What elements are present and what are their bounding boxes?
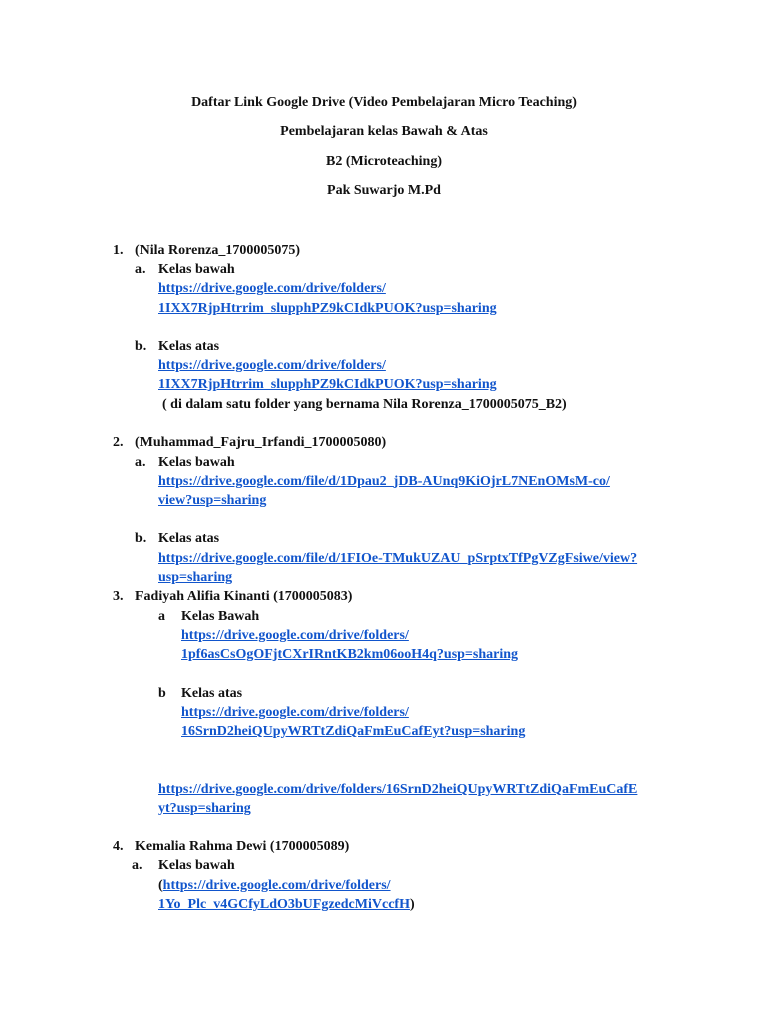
entry-1-item-a-link-line-1[interactable]: https://drive.google.com/drive/folders/ <box>158 281 386 296</box>
entry-4-item-a-link-line-1[interactable]: https://drive.google.com/drive/folders/ <box>162 878 391 893</box>
entry-3-extra-link-line-1[interactable]: https://drive.google.com/drive/folders/16SrnD2heiQUpyWRTtZdiQaFmEuCafE <box>158 782 638 797</box>
entry-1-item-b-link-line-1[interactable]: https://drive.google.com/drive/folders/ <box>158 358 386 373</box>
entry-3-item-b-link-line-2[interactable]: 16SrnD2heiQUpyWRTtZdiQaFmEuCafEyt?usp=sharing <box>181 724 526 739</box>
doc-title-line-2: Pembelajaran kelas Bawah & Atas <box>280 124 488 139</box>
entry-1-item-a-link-line-2[interactable]: 1IXX7RjpHtrrim_slupphPZ9kCIdkPUOK?usp=sharing <box>158 301 497 316</box>
entry-2-item-a-label: Kelas bawah <box>158 455 235 470</box>
entry-3-item-b-label: Kelas atas <box>181 686 243 701</box>
entry-3-item-a-link-line-2[interactable]: 1pf6asCsOgOFjtCXrIRntKB2km06ooH4q?usp=sharing <box>181 647 519 662</box>
entry-2-item-a-link-line-2[interactable]: view?usp=sharing <box>158 493 267 508</box>
entry-4-open-paren: ( <box>158 878 163 893</box>
entry-4-name: Kemalia Rahma Dewi (1700005089) <box>135 839 350 854</box>
entry-3-item-b-marker: b <box>158 686 166 701</box>
entry-3-item-b-link-line-1[interactable]: https://drive.google.com/drive/folders/ <box>181 705 409 720</box>
entry-2-item-b-link-line-2[interactable]: usp=sharing <box>158 570 233 585</box>
entry-4-close-paren: ) <box>409 897 415 912</box>
doc-title-line-4: Pak Suwarjo M.Pd <box>327 183 441 198</box>
entry-1-number: 1. <box>113 243 124 258</box>
entry-2-item-a-link-line-1[interactable]: https://drive.google.com/file/d/1Dpau2_jDB-AUnq9KiOjrL7NEnOMsM-co/ <box>158 474 610 489</box>
entry-3-item-a-label: Kelas Bawah <box>181 609 260 624</box>
entry-1-item-a-label: Kelas bawah <box>158 262 235 277</box>
doc-title-line-1: Daftar Link Google Drive (Video Pembelajaran Micro Teaching) <box>191 95 577 110</box>
entry-1-item-b-link-line-2[interactable]: 1IXX7RjpHtrrim_slupphPZ9kCIdkPUOK?usp=sharing <box>158 377 497 392</box>
entry-3-extra-link-line-2[interactable]: yt?usp=sharing <box>158 801 251 816</box>
entry-1-note: ( di dalam satu folder yang bernama Nila Rorenza_1700005075_B2) <box>162 397 567 412</box>
entry-1-name: (Nila Rorenza_1700005075) <box>135 243 300 258</box>
entry-2-item-a-marker: a. <box>135 455 146 470</box>
entry-4-item-a-marker: a. <box>132 858 143 873</box>
entry-4-number: 4. <box>113 839 124 854</box>
entry-4-item-a-label: Kelas bawah <box>158 858 235 873</box>
doc-title-line-3: B2 (Microteaching) <box>326 154 442 169</box>
entry-1-item-a-marker: a. <box>135 262 146 277</box>
entry-3-number: 3. <box>113 589 124 604</box>
entry-1-item-b-label: Kelas atas <box>158 339 220 354</box>
entry-1-item-b-marker: b. <box>135 339 147 354</box>
entry-2-item-b-marker: b. <box>135 531 147 546</box>
entry-2-number: 2. <box>113 435 124 450</box>
entry-2-item-b-link-line-1[interactable]: https://drive.google.com/file/d/1FIOe-TMukUZAU_pSrptxTfPgVZgFsiwe/view? <box>158 551 638 566</box>
entry-4-item-a-link-line-2[interactable]: 1Yo_Plc_v4GCfyLdO3bUFgzedcMiVccfH <box>158 897 410 912</box>
entry-3-name: Fadiyah Alifia Kinanti (1700005083) <box>135 589 353 604</box>
entry-2-name: (Muhammad_Fajru_Irfandi_1700005080) <box>135 435 387 450</box>
entry-3-item-a-marker: a <box>158 609 165 624</box>
entry-3-item-a-link-line-1[interactable]: https://drive.google.com/drive/folders/ <box>181 628 409 643</box>
entry-2-item-b-label: Kelas atas <box>158 531 220 546</box>
